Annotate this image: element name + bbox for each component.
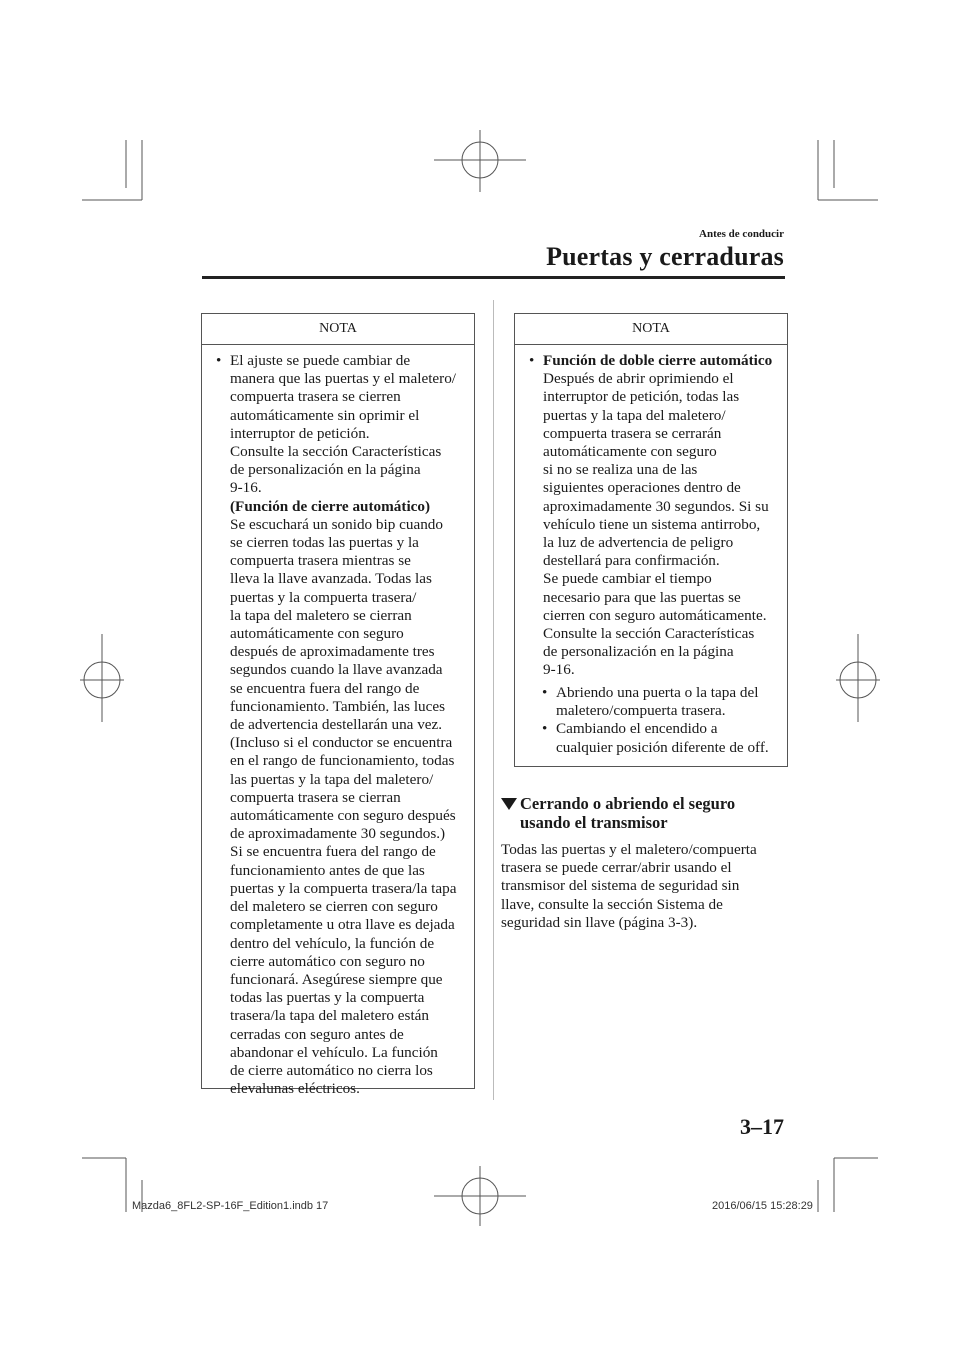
text-line: cierren con seguro automáticamente.: [543, 606, 767, 624]
print-slug-date: 2016/06/15 15:28:29: [712, 1200, 813, 1212]
note-left-list: [216, 352, 468, 1098]
text-line: puertas y la compuerta trasera/la tapa: [230, 879, 457, 897]
text-line: compuerta trasera se cerrarán: [543, 424, 722, 442]
bullet-item: [542, 684, 785, 720]
text-line: interruptor de petición.: [230, 424, 370, 442]
header-rule: [202, 276, 785, 279]
text-line: después de aproximadamente tres: [230, 643, 435, 661]
text-line: automáticamente sin oprimir el: [230, 406, 420, 424]
text-line: funcionamiento. También, las luces: [230, 697, 446, 715]
text-line: la tapa del maletero se cierran: [230, 606, 412, 624]
text-line: completamente u otra llave es dejada: [230, 916, 455, 934]
text-line: segundos cuando la llave avanzada: [230, 661, 443, 679]
text-line: interruptor de petición, todas las: [543, 388, 740, 406]
print-slug-file: Mazda6_8FL2-SP-16F_Edition1.indb 17: [132, 1200, 329, 1212]
bullet-icon: •: [216, 352, 222, 369]
text-line: (Función de cierre automático): [230, 497, 431, 515]
text-line: del maletero se cierren con seguro: [230, 898, 438, 916]
text-line: Cambiando el encendido a: [556, 720, 718, 738]
text-line: cerradas con seguro antes de: [230, 1025, 404, 1043]
text-line: Después de abrir oprimiendo el: [543, 370, 734, 388]
text-line: trasera se puede cerrar/abrir usando el: [501, 859, 732, 877]
text-line: necesario para que las puertas se: [543, 588, 741, 606]
text-line: aproximadamente 30 segundos. Si su: [543, 497, 769, 515]
note-heading: NOTA: [319, 321, 357, 336]
note-right-list: [529, 352, 785, 680]
bullet-icon: •: [542, 684, 548, 701]
text-line: funcionamiento antes de que las: [230, 861, 425, 879]
text-line: de cierre automático no cierra los: [230, 1061, 433, 1079]
text-line: funcionará. Asegúrese siempre que: [230, 970, 443, 988]
text-line: automáticamente con seguro: [230, 625, 404, 643]
text-line: compuerta trasera mientras se: [230, 552, 411, 570]
text-line: si no se realiza una de las: [543, 461, 698, 479]
text-line: cualquier posición diferente de off.: [556, 738, 769, 756]
text-line: 9-16.: [230, 479, 262, 497]
note-box-left: [201, 313, 475, 1098]
section-triangle-icon: [501, 798, 517, 810]
text-line: de advertencia destellarán una vez.: [230, 716, 443, 734]
page-number: 3–17: [740, 1114, 784, 1139]
text-line: llave, consulte la sección Sistema de: [501, 895, 723, 913]
text-line: Se puede cambiar el tiempo: [543, 570, 712, 588]
chapter-label: Antes de conducir: [699, 228, 784, 240]
text-line: trasera/la tapa del maletero están: [230, 1007, 430, 1025]
note-divider: [515, 344, 787, 345]
text-line: puertas y la compuerta trasera/: [230, 588, 417, 606]
text-line: las puertas y la tapa del maletero/: [230, 770, 434, 788]
text-line: de aproximadamente 30 segundos.): [230, 825, 446, 843]
text-line: todas las puertas y la compuerta: [230, 989, 425, 1007]
text-line: Consulte la sección Características: [230, 443, 442, 461]
text-line: de personalización en la página: [543, 643, 734, 661]
text-line: se cierren todas las puertas y la: [230, 534, 419, 552]
text-line: Consulte la sección Características: [543, 625, 755, 643]
text-line: dentro del vehículo, la función de: [230, 934, 435, 952]
text-line: compuerta trasera se cierran: [230, 788, 401, 806]
text-line: Abriendo una puerta o la tapa del: [556, 684, 759, 701]
text-line: seguridad sin llave (página 3-3).: [501, 913, 698, 931]
note-heading: NOTA: [632, 321, 670, 336]
text-line: elevalunas eléctricos.: [230, 1080, 360, 1098]
section-body: [501, 841, 801, 932]
text-line: Si se encuentra fuera del rango de: [230, 843, 436, 861]
text-line: la luz de advertencia de peligro: [543, 534, 734, 552]
text-line: abandonar el vehículo. La función: [230, 1043, 438, 1061]
text-line: puertas y la tapa del maletero/: [543, 406, 726, 424]
text-line: lleva la llave avanzada. Todas las: [230, 570, 432, 588]
note-divider: [202, 344, 474, 345]
text-line: manera que las puertas y el maletero/: [230, 370, 457, 388]
text-line: cierre automático con seguro no: [230, 952, 425, 970]
text-line: Todas las puertas y el maletero/compuerta: [501, 841, 757, 858]
column-separator: [493, 300, 494, 1100]
bullet-item: [529, 352, 785, 680]
bullet-icon: •: [529, 352, 535, 369]
text-line: siguientes operaciones dentro de: [543, 479, 741, 497]
text-line: El ajuste se puede cambiar de: [230, 352, 411, 369]
text-line: en el rango de funcionamiento, todas: [230, 752, 455, 770]
text-line: maletero/compuerta trasera.: [556, 702, 726, 720]
text-line: Función de doble cierre automático: [543, 352, 773, 369]
text-line: vehículo tiene un sistema antirrobo,: [543, 515, 761, 533]
text-line: Se escuchará un sonido bip cuando: [230, 515, 443, 533]
text-line: transmisor del sistema de seguridad sin: [501, 877, 740, 895]
text-line: destellará para confirmación.: [543, 552, 720, 570]
section-heading: [520, 794, 735, 832]
section-heading-line: Cerrando o abriendo el seguro: [520, 794, 736, 813]
bullet-icon: •: [542, 720, 548, 738]
page-title: Puertas y cerraduras: [546, 242, 784, 271]
text-line: se encuentra fuera del rango de: [230, 679, 420, 697]
text-line: automáticamente con seguro después: [230, 807, 456, 825]
text-line: 9-16.: [543, 661, 575, 679]
bullet-item: [542, 720, 785, 756]
text-line: (Incluso si el conductor se encuentra: [230, 734, 453, 752]
section-heading-line: usando el transmisor: [520, 813, 668, 832]
note-box-right: [514, 313, 788, 767]
text-line: compuerta trasera se cierren: [230, 388, 401, 406]
bullet-item: [216, 352, 468, 1098]
text-line: de personalización en la página: [230, 461, 421, 479]
note-right-sublist: [542, 684, 785, 757]
text-line: automáticamente con seguro: [543, 443, 717, 461]
